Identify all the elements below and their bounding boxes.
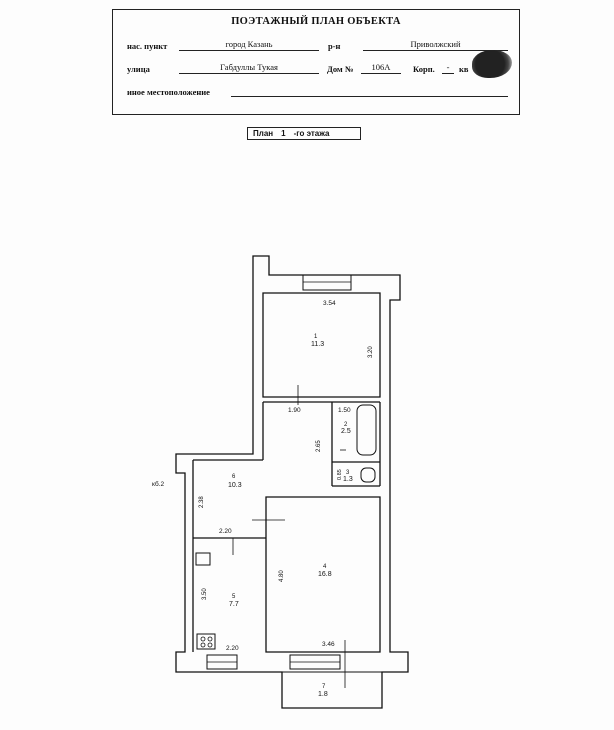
room-1-width: 3.54	[323, 300, 336, 307]
room-4-number: 4	[323, 564, 327, 570]
room-6-height: 2.38	[199, 496, 205, 508]
room-6-number: 6	[232, 474, 236, 480]
room-4-area: 16.8	[318, 571, 332, 578]
district-label: р-н	[328, 41, 341, 51]
toilet	[361, 468, 375, 482]
room-1-height: 3.20	[368, 346, 374, 358]
room-6-area: 10.3	[228, 482, 242, 489]
room-3-number: 3	[346, 470, 350, 476]
window-top	[303, 275, 351, 290]
room-7-area: 1.8	[318, 691, 328, 698]
room-2-width: 1.50	[338, 407, 351, 414]
house-label: Дом №	[327, 64, 354, 74]
room-5-number: 5	[232, 594, 236, 600]
building-value: -	[446, 62, 450, 72]
document-title: ПОЭТАЖНЫЙ ПЛАН ОБЪЕКТА	[231, 16, 401, 27]
room-4-height: 4.80	[279, 570, 285, 582]
floor-number: 1	[281, 129, 286, 138]
settlement-label: нас. пункт	[127, 41, 168, 51]
street-value: Габдуллы Тукая	[220, 62, 278, 72]
balcony	[282, 672, 382, 708]
inner-walls	[193, 293, 380, 652]
building-label: Корп.	[413, 64, 435, 74]
room-5-area: 7.7	[229, 601, 239, 608]
bathtub	[357, 405, 376, 455]
settlement-value: город Казань	[225, 39, 273, 49]
street-label: улица	[127, 64, 150, 74]
corridor-width: 1.90	[288, 407, 301, 414]
room-4-width: 3.46	[322, 641, 335, 648]
room-7-number: 7	[322, 684, 326, 690]
apartment-label: кв	[459, 64, 469, 74]
room-2-number: 2	[344, 422, 348, 428]
stove	[197, 634, 215, 649]
room-2-area: 2.5	[341, 428, 351, 435]
floor-label-prefix: План	[253, 129, 274, 138]
room-1-number: 1	[314, 334, 318, 340]
room-1-area: 11.3	[311, 341, 325, 348]
balcony-mark: кб.2	[152, 481, 165, 488]
corridor-height: 2.65	[316, 440, 322, 452]
house-value: 106А	[371, 62, 391, 72]
room-6-width: 2.20	[219, 528, 232, 535]
room-3-height: 0.85	[337, 469, 343, 480]
room-5-height: 3.50	[202, 588, 208, 600]
floor-label-suffix: -го этажа	[293, 129, 330, 138]
outer-wall-outline	[176, 256, 408, 708]
district-value: Приволжский	[410, 39, 461, 49]
room-3-area: 1.3	[343, 476, 353, 483]
other-location-label: иное местоположение	[127, 87, 210, 97]
kitchen-sink	[196, 553, 210, 565]
room-5-width: 2.20	[226, 645, 239, 652]
